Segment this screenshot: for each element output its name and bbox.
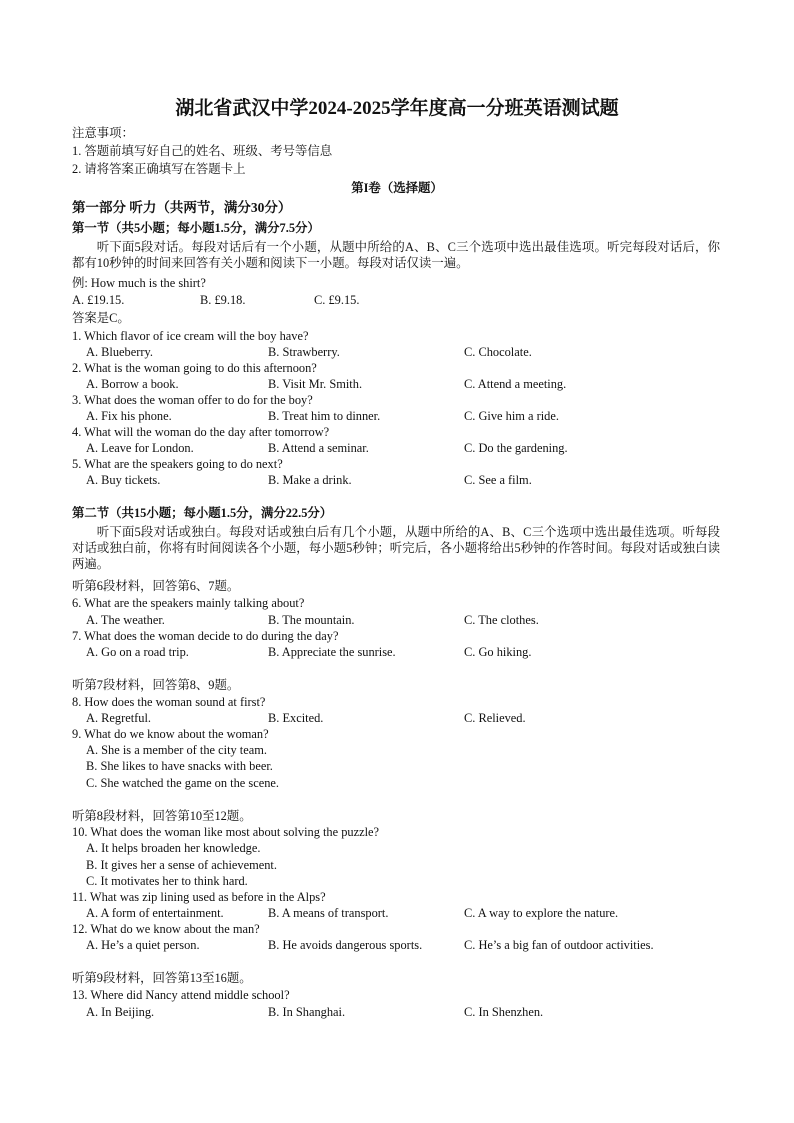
option-c: C. He’s a big fan of outdoor activities.: [464, 938, 654, 952]
question: 9. What do we know about the woman?: [72, 727, 269, 741]
section1-heading: 第一节（共5小题；每小题1.5分，满分7.5分）: [72, 221, 320, 235]
example-options: [72, 292, 786, 308]
option-a: A. Fix his phone.: [86, 409, 172, 423]
option-c: C. See a film.: [464, 473, 532, 487]
option-b: B. In Shanghai.: [268, 1005, 346, 1019]
question: 4. What will the woman do the day after tomorrow?: [72, 425, 330, 439]
volume-title: 第I卷（选择题）: [351, 181, 443, 195]
option-a: A. Buy tickets.: [86, 473, 161, 487]
option-c: C. In Shenzhen.: [464, 1005, 544, 1019]
option-c: C. She watched the game on the scene.: [86, 776, 280, 790]
options-row: [86, 937, 786, 953]
option-c: C. The clothes.: [464, 613, 539, 627]
option-b: B. The mountain.: [268, 613, 355, 627]
option-c: C. Chocolate.: [464, 345, 532, 359]
question: 2. What is the woman going to do this afternoon?: [72, 361, 317, 375]
options-row: [86, 344, 786, 360]
example-answer: 答案是C。: [72, 311, 130, 325]
options-row: [86, 710, 786, 726]
option-a: A. It helps broaden her knowledge.: [86, 841, 261, 855]
question: 7. What does the woman decide to do during the day?: [72, 629, 339, 643]
section2-instructions: 听下面5段对话或独白。每段对话或独白后有几个小题，从题中所给的A、B、C三个选项中选出最佳选项。听每段对话或独白前，你将有时间阅读各个小题，每小题5秒钟；听完后，各小题将给出5秒钟的作答时间。每段对话或独白读两遍。: [72, 525, 720, 572]
group-label: 听第9段材料，回答第13至16题。: [72, 971, 252, 985]
option-b: B. Treat him to dinner.: [268, 409, 381, 423]
options-row: [86, 1004, 786, 1020]
option-a: A. £19.15.: [72, 293, 125, 307]
group-label: 听第7段材料，回答第8、9题。: [72, 678, 240, 692]
options-row: [86, 644, 786, 660]
option-a: A. In Beijing.: [86, 1005, 155, 1019]
question: 12. What do we know about the man?: [72, 922, 260, 936]
option-b: B. It gives her a sense of achievement.: [86, 858, 277, 872]
option-c: C. A way to explore the nature.: [464, 906, 619, 920]
option-b: B. £9.18.: [200, 293, 246, 307]
notes-heading: 注意事项：: [72, 126, 134, 140]
page-title: 湖北省武汉中学2024-2025学年度高一分班英语测试题: [175, 98, 619, 119]
option-a: A. Leave for London.: [86, 441, 194, 455]
option-a: A. The weather.: [86, 613, 165, 627]
notes-item: 1. 答题前填写好自己的姓名、班级、考号等信息: [72, 144, 333, 158]
options-row: [86, 905, 786, 921]
option-c: C. Attend a meeting.: [464, 377, 567, 391]
question: 1. Which flavor of ice cream will the boy have?: [72, 329, 309, 343]
option-a: A. Borrow a book.: [86, 377, 179, 391]
option-b: B. She likes to have snacks with beer.: [86, 759, 273, 773]
option-c: C. It motivates her to think hard.: [86, 874, 248, 888]
option-b: B. Strawberry.: [268, 345, 340, 359]
question: 6. What are the speakers mainly talking about?: [72, 596, 305, 610]
question: 13. Where did Nancy attend middle school?: [72, 988, 290, 1002]
option-a: A. A form of entertainment.: [86, 906, 224, 920]
option-b: B. Appreciate the sunrise.: [268, 645, 396, 659]
question: 5. What are the speakers going to do next?: [72, 457, 283, 471]
option-b: B. Attend a seminar.: [268, 441, 369, 455]
options-row: [86, 376, 786, 392]
question: 3. What does the woman offer to do for the boy?: [72, 393, 313, 407]
option-a: A. He’s a quiet person.: [86, 938, 200, 952]
group-label: 听第6段材料，回答第6、7题。: [72, 579, 240, 593]
options-row: [86, 408, 786, 424]
option-b: B. Visit Mr. Smith.: [268, 377, 363, 391]
section2-heading: 第二节（共15小题；每小题1.5分，满分22.5分）: [72, 506, 333, 520]
options-row: [86, 440, 786, 456]
option-c: C. Relieved.: [464, 711, 526, 725]
option-a: A. Go on a road trip.: [86, 645, 189, 659]
options-row: [86, 472, 786, 488]
option-b: B. Excited.: [268, 711, 324, 725]
notes-item: 2. 请将答案正确填写在答题卡上: [72, 162, 246, 176]
part1-heading: 第一部分 听力（共两节，满分30分）: [72, 200, 292, 215]
option-b: B. A means of transport.: [268, 906, 389, 920]
option-c: C. Do the gardening.: [464, 441, 568, 455]
option-b: B. He avoids dangerous sports.: [268, 938, 423, 952]
example-question: 例: How much is the shirt?: [72, 276, 206, 290]
option-a: A. She is a member of the city team.: [86, 743, 267, 757]
question: 10. What does the woman like most about solving the puzzle?: [72, 825, 380, 839]
option-b: B. Make a drink.: [268, 473, 352, 487]
option-c: C. Give him a ride.: [464, 409, 559, 423]
section1-instructions: 听下面5段对话。每段对话后有一个小题，从题中所给的A、B、C三个选项中选出最佳选项。听完每段对话后，你都有10秒钟的时间来回答有关小题和阅读下一小题。每段对话仅读一遍。: [72, 240, 720, 271]
option-c: C. £9.15.: [314, 293, 360, 307]
question: 11. What was zip lining used as before in the Alps?: [72, 890, 326, 904]
option-a: A. Regretful.: [86, 711, 152, 725]
option-c: C. Go hiking.: [464, 645, 532, 659]
option-a: A. Blueberry.: [86, 345, 153, 359]
options-row: [86, 612, 786, 628]
question: 8. How does the woman sound at first?: [72, 695, 266, 709]
group-label: 听第8段材料，回答第10至12题。: [72, 809, 252, 823]
